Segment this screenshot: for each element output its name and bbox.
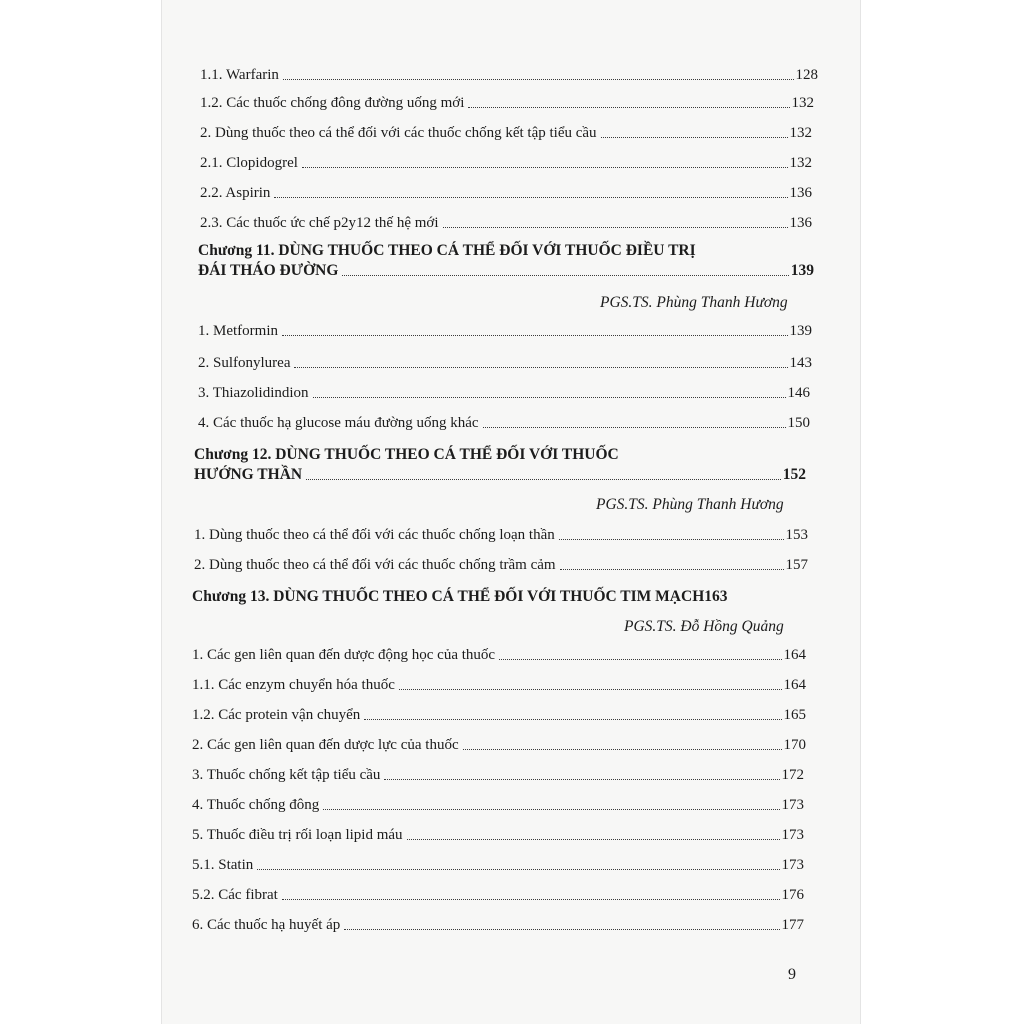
dot-leader — [443, 227, 788, 228]
chapter-page: 139 — [790, 262, 814, 279]
toc-entry-page: 157 — [785, 557, 808, 573]
dot-leader — [282, 899, 780, 900]
toc-entry — [200, 124, 812, 142]
dot-leader — [399, 689, 782, 690]
toc-entry-label: 3. Thuốc chống kết tập tiểu cầu — [192, 767, 381, 783]
toc-entry — [192, 706, 806, 724]
toc-entry-label: 5. Thuốc điều trị rối loạn lipid máu — [192, 827, 403, 843]
toc-entry-page: 170 — [783, 737, 806, 753]
chapter-heading — [194, 446, 806, 484]
toc-entry-page: 173 — [781, 827, 804, 843]
toc-entry-page: 132 — [791, 95, 814, 111]
dot-leader — [407, 839, 780, 840]
dot-leader — [257, 869, 779, 870]
toc-entry-label: 5.2. Các fibrat — [192, 887, 278, 903]
chapter-author: PGS.TS. Phùng Thanh Hương — [596, 496, 784, 513]
toc-entry — [192, 736, 806, 754]
toc-entry-page: 153 — [785, 527, 808, 543]
dot-leader — [499, 659, 781, 660]
dot-leader — [283, 79, 794, 80]
toc-entry — [192, 856, 804, 874]
toc-entry — [198, 414, 810, 432]
toc-entry — [194, 556, 808, 574]
chapter-title-line2: HƯỚNG THẦN — [194, 466, 303, 483]
toc-entry-label: 2.2. Aspirin — [200, 185, 271, 201]
toc-entry-page: 143 — [789, 355, 812, 371]
chapter-page: 152 — [782, 466, 806, 483]
toc-entry — [200, 184, 812, 202]
toc-entry-label: 2. Dùng thuốc theo cá thể đối với các thuốc chống trầm cảm — [194, 557, 556, 573]
chapter-title-line1: Chương 12. DÙNG THUỐC THEO CÁ THỂ ĐỐI VỚI THUỐC — [194, 446, 619, 463]
toc-entry-label: 1.2. Các protein vận chuyển — [192, 707, 361, 723]
toc-entry-page: 139 — [789, 323, 812, 339]
toc-entry — [198, 384, 810, 402]
toc-entry — [192, 916, 804, 934]
toc-entry-page: 164 — [783, 647, 806, 663]
toc-entry — [192, 886, 804, 904]
dot-leader — [306, 479, 781, 480]
dot-leader — [601, 137, 788, 138]
toc-entry-label: 1.2. Các thuốc chống đông đường uống mới — [200, 95, 465, 111]
toc-entry — [192, 796, 804, 814]
toc-entry — [192, 676, 806, 694]
chapter-title: Chương 13. DÙNG THUỐC THEO CÁ THỂ ĐỐI VỚI THUỐC TIM MẠCH — [192, 588, 705, 605]
toc-entry-label: 2. Dùng thuốc theo cá thể đối với các thuốc chống kết tập tiểu cầu — [200, 125, 597, 141]
toc-entry-page: 136 — [789, 185, 812, 201]
toc-entry-label: 5.1. Statin — [192, 857, 254, 873]
chapter-page: 163 — [704, 588, 728, 605]
dot-leader — [302, 167, 788, 168]
toc-entry-label: 2. Sulfonylurea — [198, 355, 291, 371]
dot-leader — [559, 539, 784, 540]
toc-entry-label: 1. Dùng thuốc theo cá thể đối với các thuốc chống loạn thần — [194, 527, 555, 543]
toc-entry — [198, 322, 812, 340]
toc-entry — [194, 526, 808, 544]
toc-entry-page: 173 — [781, 857, 804, 873]
dot-leader — [463, 749, 782, 750]
toc-entry-page: 165 — [783, 707, 806, 723]
dot-leader — [364, 719, 781, 720]
toc-entry-label: 3. Thiazolidindion — [198, 385, 309, 401]
toc-entry — [200, 66, 818, 84]
toc-entry-page: 132 — [789, 125, 812, 141]
dot-leader — [384, 779, 779, 780]
toc-entry-label: 4. Thuốc chống đông — [192, 797, 320, 813]
toc-entry — [200, 154, 812, 172]
toc-entry-label: 1.1. Warfarin — [200, 67, 279, 83]
toc-entry-page: 172 — [781, 767, 804, 783]
toc-entry-label: 6. Các thuốc hạ huyết áp — [192, 917, 341, 933]
dot-leader — [313, 397, 786, 398]
toc-entry — [200, 214, 812, 232]
toc-entry — [198, 354, 812, 372]
toc-entry-page: 136 — [789, 215, 812, 231]
toc-entry-page: 150 — [787, 415, 810, 431]
dot-leader — [294, 367, 787, 368]
toc-entry — [192, 766, 804, 784]
page-number: 9 — [788, 966, 796, 983]
dot-leader — [560, 569, 784, 570]
toc-entry — [192, 826, 804, 844]
dot-leader — [282, 335, 788, 336]
toc-entry-page: 132 — [789, 155, 812, 171]
chapter-author: PGS.TS. Phùng Thanh Hương — [600, 294, 788, 311]
toc-entry-label: 4. Các thuốc hạ glucose máu đường uống khác — [198, 415, 479, 431]
toc-entry-label: 1. Các gen liên quan đến dược động học của thuốc — [192, 647, 496, 663]
dot-leader — [342, 275, 788, 276]
toc-entry-page: 128 — [795, 67, 818, 83]
toc-entry-page: 164 — [783, 677, 806, 693]
toc-entry-page: 177 — [781, 917, 804, 933]
chapter-heading — [192, 588, 808, 606]
toc-entry-page: 176 — [781, 887, 804, 903]
chapter-author: PGS.TS. Đỗ Hồng Quảng — [624, 618, 784, 635]
toc-entry-label: 2. Các gen liên quan đến dược lực của thuốc — [192, 737, 459, 753]
book-page — [162, 0, 860, 1024]
dot-leader — [468, 107, 789, 108]
chapter-title-line1: Chương 11. DÙNG THUỐC THEO CÁ THỂ ĐỐI VỚI THUỐC ĐIỀU TRỊ — [198, 242, 696, 259]
toc-entry-page: 173 — [781, 797, 804, 813]
toc-entry — [200, 94, 814, 112]
toc-entry-page: 146 — [787, 385, 810, 401]
toc-entry-label: 1. Metformin — [198, 323, 278, 339]
dot-leader — [323, 809, 779, 810]
toc-entry-label: 1.1. Các enzym chuyển hóa thuốc — [192, 677, 395, 693]
chapter-title-line2: ĐÁI THÁO ĐƯỜNG — [198, 262, 339, 279]
toc-entry-label: 2.3. Các thuốc ức chế p2y12 thế hệ mới — [200, 215, 439, 231]
dot-leader — [483, 427, 786, 428]
chapter-heading — [198, 242, 814, 280]
toc-entry-label: 2.1. Clopidogrel — [200, 155, 298, 171]
toc-entry — [192, 646, 806, 664]
dot-leader — [344, 929, 779, 930]
dot-leader — [274, 197, 787, 198]
